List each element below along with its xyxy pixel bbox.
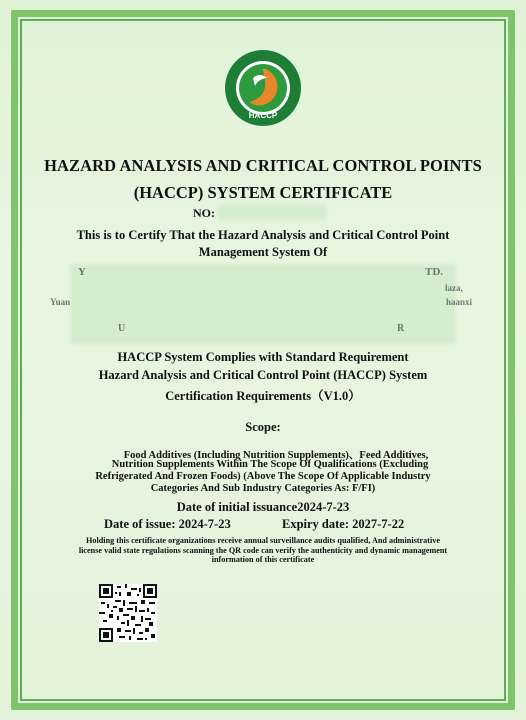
company-name-fragment-end: TD. bbox=[425, 266, 444, 278]
address-fragment-start: Yuan bbox=[50, 297, 71, 307]
code-fragment-end: R bbox=[397, 323, 405, 334]
expiry-date: Expiry date: 2027-7-22 bbox=[282, 517, 405, 531]
haccp-logo-icon bbox=[223, 48, 303, 128]
scope-heading: Scope: bbox=[245, 420, 281, 434]
certificate-title-line1: HAZARD ANALYSIS AND CRITICAL CONTROL POINTS bbox=[44, 156, 482, 175]
certify-line1: This is to Certify That the Hazard Analysis and Critical Control Point bbox=[76, 228, 450, 242]
certificate-number-label: NO: bbox=[193, 206, 215, 220]
certify-line2: Management System Of bbox=[198, 245, 328, 259]
address-fragment-end-1: laza, bbox=[445, 283, 463, 293]
footer-note-line3: information of this certificate bbox=[211, 555, 315, 564]
issue-date: Date of issue: 2024-7-23 bbox=[104, 517, 231, 531]
scope-line2: Nutrition Supplements Within The Scope Of Qualifications (Excluding bbox=[111, 459, 429, 470]
qr-code-icon[interactable] bbox=[99, 584, 157, 642]
company-name-fragment-start: Y bbox=[78, 266, 86, 278]
compliance-line3: Certification Requirements（V1.0） bbox=[165, 389, 361, 403]
redacted-number bbox=[218, 204, 326, 220]
scope-line3: Refrigerated And Frozen Foods) (Above The Scope Of Applicable Industry bbox=[95, 471, 431, 482]
scope-line4: Categories And Sub Industry Categories As: F/FI) bbox=[150, 483, 376, 494]
footer-note-line1: Holding this certificate organizations receive annual surveillance audits qualified, And administrative bbox=[86, 536, 440, 545]
address-fragment-end-2: haanxi bbox=[446, 297, 473, 307]
scope-line1: Food Additives (Including Nutrition Supplements)、Feed Additives, bbox=[123, 450, 429, 461]
certificate-title-line2: (HACCP) SYSTEM CERTIFICATE bbox=[133, 183, 393, 202]
footer-note-line2: license valid state regulations scanning the QR code can verify the authenticity and dynamic management bbox=[78, 546, 448, 555]
code-fragment-start: U bbox=[118, 323, 126, 334]
logo-label: HACCP bbox=[248, 111, 278, 120]
initial-issuance-date: Date of initial issuance2024-7-23 bbox=[176, 500, 350, 514]
compliance-line1: HACCP System Complies with Standard Requirement bbox=[117, 350, 409, 364]
compliance-line2: Hazard Analysis and Critical Control Point (HACCP) System bbox=[98, 368, 428, 382]
